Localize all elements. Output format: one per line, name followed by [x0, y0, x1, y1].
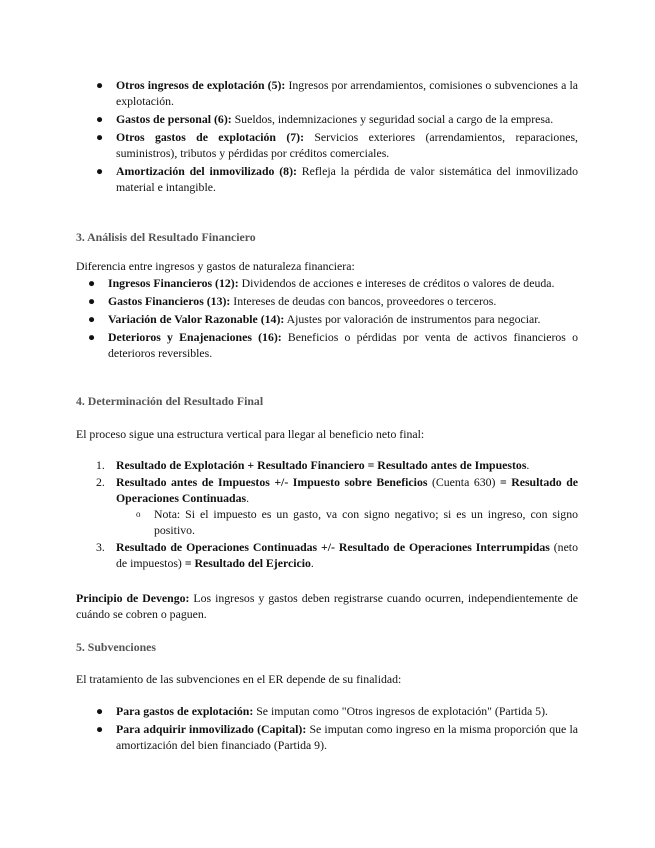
- bullet-icon: ●: [96, 164, 104, 178]
- item-description: Intereses de deudas con bancos, proveedores o terceros.: [230, 294, 497, 308]
- item-description: Refleja la pérdida de valor sistemática del inmovilizado material e intangible.: [116, 164, 578, 194]
- list-item: [96, 77, 578, 109]
- item-term: Otros ingresos de explotación (5):: [116, 78, 286, 92]
- subsidies-list: [96, 703, 578, 755]
- step-formula: Resultado de Operaciones Continuadas +/- Resultado de Operaciones Interrumpidas: [116, 540, 550, 554]
- item-term: Para adquirir inmovilizado (Capital):: [116, 722, 307, 736]
- list-item: [88, 329, 578, 361]
- list-item: [96, 703, 578, 719]
- step-item: 3. Resultado de Operaciones Continuadas +/- Resultado de Operaciones Interrumpidas (neto de impuestos) = Resultado del Ejercicio.: [96, 540, 578, 570]
- item-description: Dividendos de acciones e intereses de créditos o valores de deuda.: [238, 276, 555, 290]
- principle-term: Principio de Devengo:: [76, 591, 190, 605]
- bullet-icon: ●: [88, 276, 96, 290]
- list-item: [96, 111, 578, 127]
- accrual-principle: [76, 590, 578, 622]
- step-formula: Resultado de Explotación + Resultado Financiero = Resultado antes de Impuestos: [116, 458, 527, 472]
- item-description: Servicios exteriores (arrendamientos, reparaciones, suministros), tributos y pérdidas por créditos comerciales.: [116, 130, 579, 160]
- item-description: Se imputan como ingreso en la misma proporción que la amortización del bien financiado (Partida 9).: [116, 722, 578, 752]
- step-item: 1. Resultado de Explotación + Resultado Financiero = Resultado antes de Impuestos.: [96, 458, 530, 472]
- section-heading: 4. Determinación del Resultado Final: [76, 394, 264, 408]
- principle-description: Los ingresos y gastos deben registrarse cuando ocurren, independientemente de cuándo se cobren o paguen.: [76, 591, 579, 621]
- list-item: [88, 311, 578, 327]
- section-intro: El tratamiento de las subvenciones en el ER depende de su finalidad:: [76, 672, 402, 686]
- bullet-icon: ●: [96, 722, 104, 736]
- bullet-icon: ●: [96, 112, 104, 126]
- final-result-steps: [96, 457, 578, 572]
- step-number: 3.: [96, 540, 105, 554]
- step-item: 2. Resultado antes de Impuestos +/- Impuesto sobre Beneficios (Cuenta 630) = Resultado de Operaciones Continuadas. o Nota: Si el impuesto es un gasto, va con signo negativo; si es un ingreso, con signo positivo.: [96, 475, 578, 537]
- section-intro: El proceso sigue una estructura vertical para llegar al beneficio neto final:: [76, 427, 425, 441]
- step-number: 2.: [96, 475, 105, 489]
- item-term: Amortización del inmovilizado (8):: [116, 164, 297, 178]
- section-heading: 5. Subvenciones: [76, 640, 156, 654]
- item-term: Variación de Valor Razonable (14):: [108, 312, 285, 326]
- item-description: Ingresos por arrendamientos, comisiones o subvenciones a la explotación.: [116, 78, 578, 108]
- item-description: Beneficios o pérdidas por venta de activos financieros o deterioros reversibles.: [108, 330, 578, 360]
- circle-bullet-icon: o: [136, 509, 141, 519]
- step-result: = Resultado de Operaciones Continuadas: [116, 475, 578, 505]
- note-subitem: [136, 506, 578, 538]
- bullet-icon: ●: [96, 78, 104, 92]
- bullet-icon: ●: [96, 704, 104, 718]
- step-result: = Resultado del Ejercicio: [184, 556, 311, 570]
- item-description: Ajustes por valoración de instrumentos para negociar.: [284, 312, 541, 326]
- item-term: Otros gastos de explotación (7):: [116, 130, 305, 144]
- bullet-icon: ●: [96, 130, 104, 144]
- item-term: Gastos de personal (6):: [116, 112, 232, 126]
- financial-result-list: [88, 275, 578, 363]
- list-item: [96, 721, 578, 753]
- bullet-icon: ●: [88, 312, 96, 326]
- item-term: Deterioros y Enajenaciones (16):: [108, 330, 282, 344]
- bullet-icon: ●: [88, 294, 96, 308]
- expense-income-list: [96, 77, 579, 197]
- step-formula: Resultado antes de Impuestos +/- Impuesto sobre Beneficios: [116, 475, 428, 489]
- item-term: Gastos Financieros (13):: [108, 294, 231, 308]
- note-text: Nota: Si el impuesto es un gasto, va con signo negativo; si es un ingreso, con signo positivo.: [154, 507, 578, 537]
- list-item: [96, 129, 579, 161]
- section-intro: Diferencia entre ingresos y gastos de naturaleza financiera:: [76, 259, 355, 273]
- list-item: [96, 163, 578, 195]
- step-number: 1.: [96, 458, 105, 472]
- item-description: Sueldos, indemnizaciones y seguridad social a cargo de la empresa.: [231, 112, 554, 126]
- list-item: [88, 275, 578, 291]
- bullet-icon: ●: [88, 330, 96, 344]
- item-description: Se imputan como "Otros ingresos de explotación" (Partida 5).: [253, 704, 548, 718]
- section-heading: 3. Análisis del Resultado Financiero: [76, 230, 256, 244]
- item-term: Ingresos Financieros (12):: [108, 276, 239, 290]
- list-item: [88, 293, 578, 309]
- item-term: Para gastos de explotación:: [116, 704, 254, 718]
